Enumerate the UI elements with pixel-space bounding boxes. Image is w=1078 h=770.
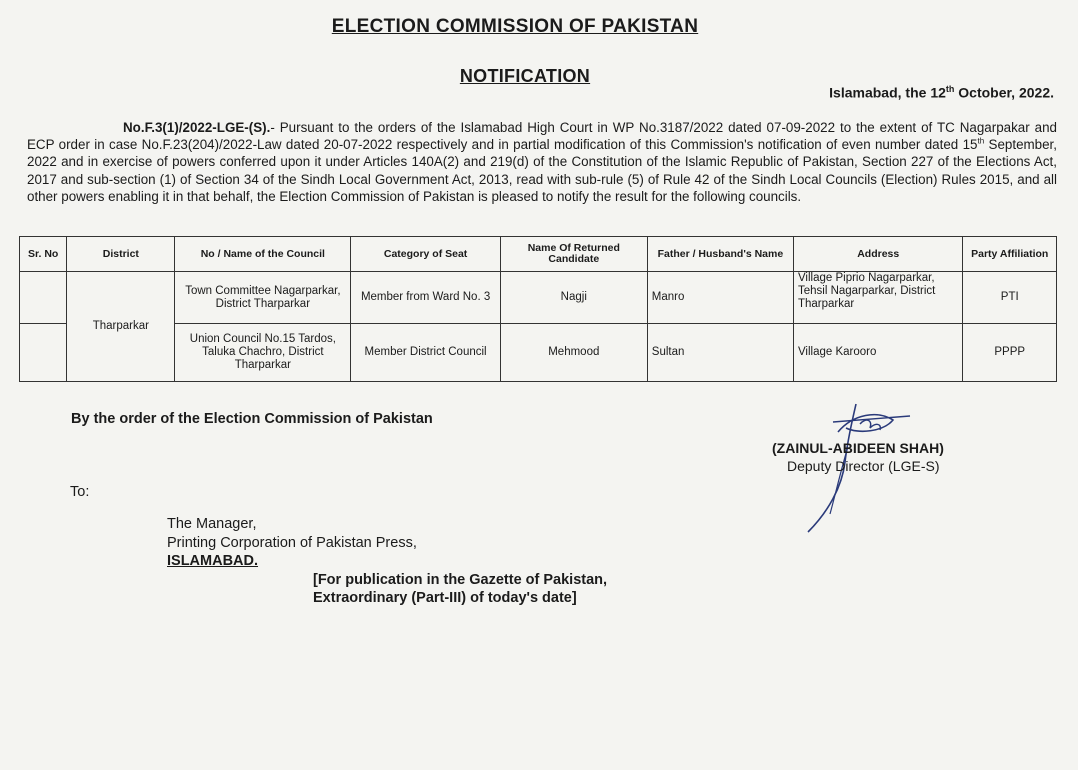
header-sr-no: Sr. No xyxy=(20,237,67,272)
date-suffix: October, 2022. xyxy=(954,84,1054,101)
header-father-husband: Father / Husband's Name xyxy=(647,237,793,272)
preamble-superscript: th xyxy=(977,136,985,146)
reference-number: No.F.3(1)/2022-LGE-(S). xyxy=(123,120,271,135)
preamble-paragraph xyxy=(27,119,1057,205)
dateline xyxy=(829,84,1054,101)
signatory-designation: Deputy Director (LGE-S) xyxy=(787,458,940,474)
cell-district: Tharparkar xyxy=(67,272,175,382)
publication-note-line-1: [For publication in the Gazette of Pakistan, xyxy=(313,572,608,588)
cell-council: Town Committee Nagarparkar, District Tharparkar xyxy=(175,272,351,324)
table-row xyxy=(20,272,1057,324)
header-party: Party Affiliation xyxy=(963,237,1057,272)
organization-title: ELECTION COMMISSION OF PAKISTAN xyxy=(331,16,699,37)
publication-note-line-2: Extraordinary (Part-III) of today's date] xyxy=(313,590,577,606)
signatory-name: (ZAINUL-ABIDEEN SHAH) xyxy=(772,440,944,456)
recipient-line-1: The Manager, xyxy=(167,516,257,532)
results-table xyxy=(19,236,1057,382)
date-prefix: Islamabad, the 12 xyxy=(829,84,946,101)
header-address: Address xyxy=(793,237,962,272)
cell-sr-no xyxy=(20,272,67,324)
cell-candidate: Nagji xyxy=(500,272,647,324)
recipient-line-3: ISLAMABAD. xyxy=(167,553,259,569)
cell-father-husband: Sultan xyxy=(647,324,793,382)
header-category: Category of Seat xyxy=(351,237,500,272)
header-council: No / Name of the Council xyxy=(175,237,351,272)
cell-father-husband: Manro xyxy=(647,272,793,324)
to-label: To: xyxy=(70,484,90,500)
document-title: NOTIFICATION xyxy=(459,66,591,86)
header-district: District xyxy=(67,237,175,272)
cell-sr-no xyxy=(20,324,67,382)
cell-council: Union Council No.15 Tardos, Taluka Chachro, District Tharparkar xyxy=(175,324,351,382)
header-candidate: Name Of Returned Candidate xyxy=(500,237,647,272)
preamble-text-1: - Pursuant to the orders of the Islamabad High Court in WP No.3187/2022 dated 07-09-2022 to the extent of TC Nagarpakar and ECP order in case No.F.23(204)/2022-Law dated 20-07-2022 respectively and in partial modification of this Commission's notification of even number dated 15 xyxy=(27,120,1057,153)
cell-category: Member District Council xyxy=(351,324,500,382)
cell-address: Village Karooro xyxy=(793,324,962,382)
recipient-line-2: Printing Corporation of Pakistan Press, xyxy=(167,535,417,551)
cell-address: Village Piprio Nagarparkar, Tehsil Nagarparkar, District Tharparkar xyxy=(793,272,962,324)
order-line: By the order of the Election Commission of Pakistan xyxy=(71,411,433,427)
cell-party: PTI xyxy=(963,272,1057,324)
preamble-text-2: September, 2022 and in exercise of powers conferred upon it under Articles 140A(2) and 219(d) of the Constitution of the Islamic Republic of Pakistan, Section 227 of the Elections Act, 2017 and sub-section (1) of Section 34 of the Sindh Local Government Act, 2013, read with sub-rule (5) of Rule 42 of the Sindh Local Councils (Election) Rules 2015, and all other powers enabling it in that behalf, the Election Commission of Pakistan is pleased to notify the result for the following councils. xyxy=(27,137,1058,204)
cell-candidate: Mehmood xyxy=(500,324,647,382)
cell-category: Member from Ward No. 3 xyxy=(351,272,500,324)
cell-party: PPPP xyxy=(963,324,1057,382)
table-row xyxy=(20,324,1057,382)
date-superscript: th xyxy=(945,84,955,94)
table-header-row xyxy=(20,237,1057,272)
